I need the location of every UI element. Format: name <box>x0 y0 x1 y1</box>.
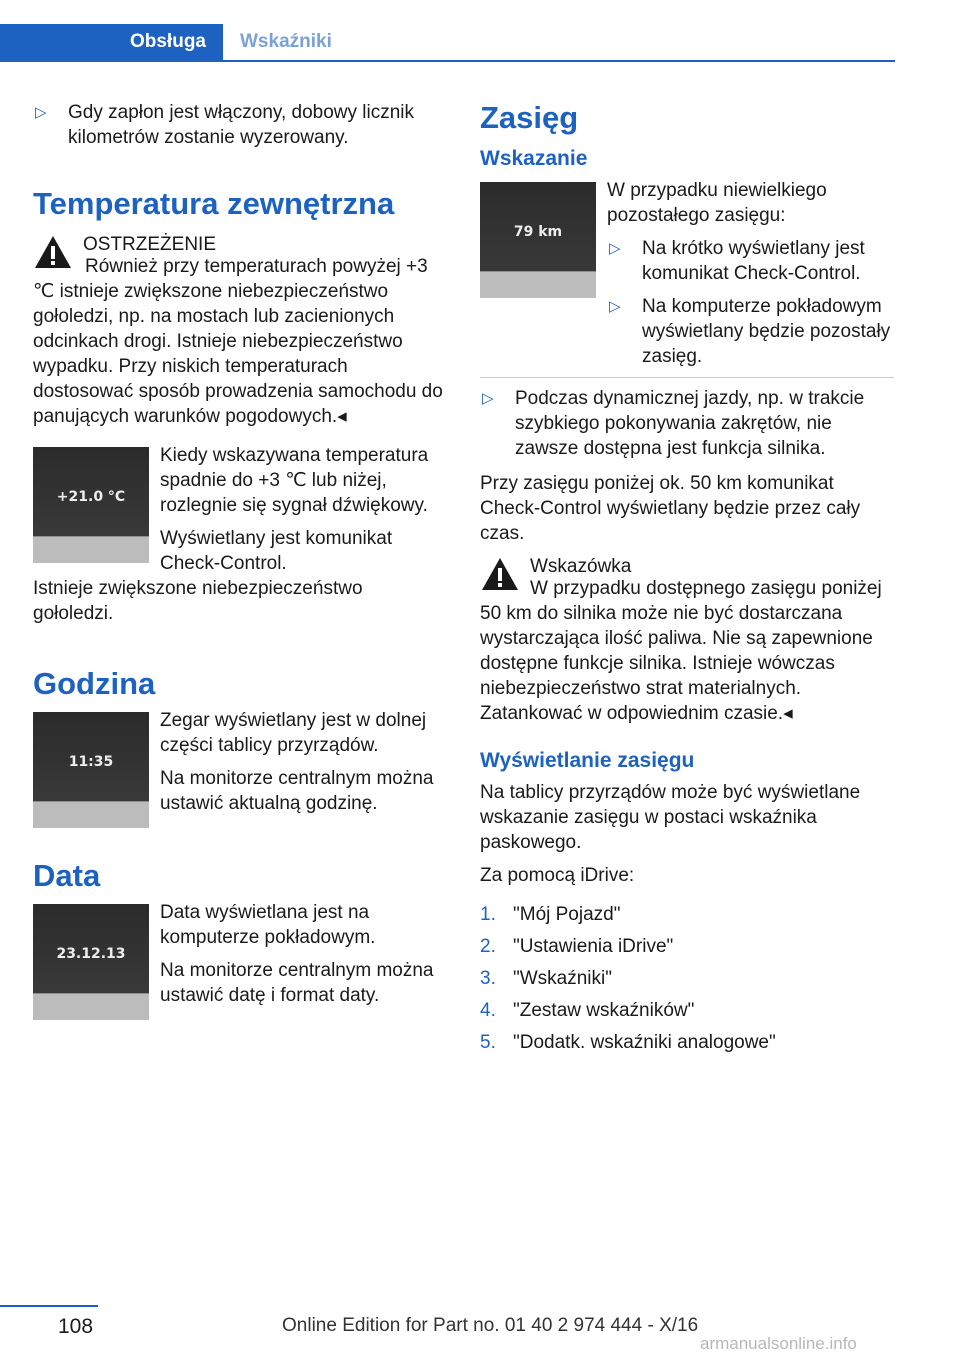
temperature-value: +21.0 °C <box>56 489 126 505</box>
temp-heading: Temperatura zewnętrzna <box>33 186 395 221</box>
warning-icon <box>480 556 520 592</box>
temp-paragraph-2: Wyświetlany jest komunikat Check-Control. <box>160 528 393 574</box>
tip-body: W przypadku dostępnego zasięgu poniżej 50 km do silnika może nie być dostarczana wystarczająca ilość paliwa. Nie są zapewnione dostępne funkcje silnika. Istnieje wówczas niebezpieczeństwo strat materialnych. Zatankować w odpowiednim czasie.◂ <box>480 578 882 724</box>
temp-paragraph-1: Kiedy wskazywana temperatura spadnie do +3 ℃ lub niżej, rozlegnie się sygnał dźwiękowy. <box>160 445 429 516</box>
left-column <box>33 100 447 1020</box>
page-number: 108 <box>58 1315 94 1338</box>
list-item: 5. "Dodatk. wskaźniki analogowe" <box>480 1032 776 1053</box>
triangle-bullet-icon: ▷ <box>609 240 621 257</box>
range-value: 79 km <box>513 224 563 240</box>
tab-divider <box>0 60 895 62</box>
below-50-paragraph: Przy zasięgu poniżej ok. 50 km komunikat Check-Control wyświetlany będzie przez cały czas. <box>480 473 861 544</box>
page-number-rule <box>0 1305 98 1307</box>
warning-title: OSTRZEŻENIE <box>83 234 217 255</box>
temp-paragraph-3: Istnieje zwiększone niebezpieczeństwo gołoledzi. <box>33 578 363 624</box>
intro-bullet-text: Gdy zapłon jest włączony, dobowy licznik kilometrów zostanie wyzerowany. <box>68 102 415 148</box>
date-display-image <box>33 904 149 1020</box>
right-column <box>480 100 894 1062</box>
range-bullet-2: Na komputerze pokładowym wyświetlany będzie pozostały zasięg. <box>642 296 891 367</box>
date-value: 23.12.13 <box>56 946 126 962</box>
warning-icon <box>33 234 73 270</box>
time-paragraph-1: Zegar wyświetlany jest w dolnej części tablicy przyrządów. <box>160 710 427 756</box>
triangle-bullet-icon: ▷ <box>609 298 621 315</box>
range-heading: Zasięg <box>480 100 579 135</box>
triangle-bullet-icon: ▷ <box>482 390 494 407</box>
list-item: 1. "Mój Pojazd" <box>480 904 621 925</box>
steps-list <box>480 902 894 1055</box>
range-display-image <box>480 182 596 298</box>
date-heading: Data <box>33 858 101 893</box>
tip-title: Wskazówka <box>530 556 632 577</box>
warning-box <box>33 232 447 429</box>
dynamic-bullet-text: Podczas dynamicznej jazdy, np. w trakcie szybkiego pokonywania zakrętów, nie zawsze dostępna jest funkcja silnika. <box>515 388 865 459</box>
dynamic-bullet <box>480 377 894 461</box>
tab-wskazniki[interactable]: Wskaźniki <box>240 31 332 52</box>
date-paragraph-2: Na monitorze centralnym można ustawić datę i format daty. <box>160 960 434 1006</box>
temperature-display-image <box>33 447 149 563</box>
list-item: 2. "Ustawienia iDrive" <box>480 936 674 957</box>
intro-bullet <box>33 100 447 150</box>
time-paragraph-2: Na monitorze centralnym można ustawić aktualną godzinę. <box>160 768 434 814</box>
date-paragraph-1: Data wyświetlana jest na komputerze pokładowym. <box>160 902 376 948</box>
triangle-bullet-icon: ▷ <box>35 104 47 121</box>
time-heading: Godzina <box>33 666 156 701</box>
list-item: 3. "Wskaźniki" <box>480 968 612 989</box>
watermark: armanualsonline.info <box>700 1334 857 1353</box>
list-item: 4. "Zestaw wskaźników" <box>480 1000 695 1021</box>
edition-footer: Online Edition for Part no. 01 40 2 974 444 - X/16 <box>282 1315 699 1336</box>
show-range-paragraph: Na tablicy przyrządów może być wyświetlane wskazanie zasięgu w postaci wskaźnika paskowego. <box>480 782 861 853</box>
tip-box <box>480 554 894 726</box>
show-range-heading: Wyświetlanie zasięgu <box>480 749 695 772</box>
range-intro: W przypadku niewielkiego pozostałego zasięgu: <box>607 180 827 226</box>
header-tabs <box>0 24 895 62</box>
clock-display-image <box>33 712 149 828</box>
warning-body: Również przy temperaturach powyżej +3 ℃ istnieje zwiększone niebezpieczeństwo gołoledzi, np. na mostach lub zacienionych odcinkach drogi. Istnieje niebezpieczeństwo wypadku. Przy niskich temperaturach dostosować sposób prowadzenia samochodu do panujących warunków pogodowych.◂ <box>33 256 443 427</box>
idrive-intro: Za pomocą iDrive: <box>480 865 635 886</box>
range-bullet-1: Na krótko wyświetlany jest komunikat Check-Control. <box>642 238 865 284</box>
clock-value: 11:35 <box>68 754 114 770</box>
tab-obsluga[interactable]: Obsługa <box>0 24 223 60</box>
display-heading: Wskazanie <box>480 147 588 170</box>
